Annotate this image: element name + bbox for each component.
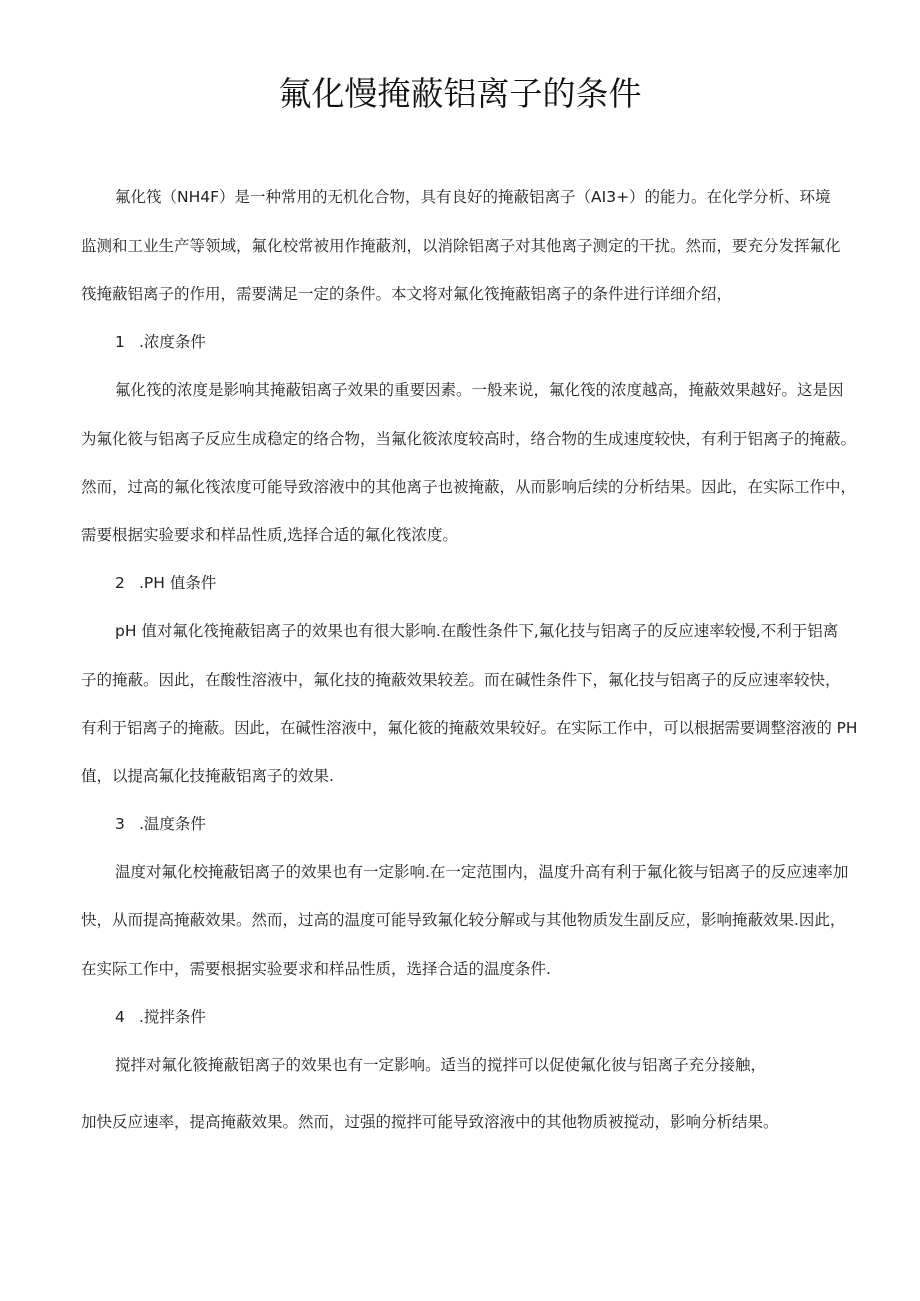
section-heading-text: .PH 值条件: [139, 574, 217, 592]
section-1-line-2: 为氟化筱与铝离子反应生成稳定的络合物，当氟化筱浓度较高时，络合物的生成速度较快，有利于铝离子的掩蔽。: [81, 430, 857, 448]
section-4-heading: [115, 1006, 206, 1028]
section-1-line-1: 氟化筏的浓度是影响其掩蔽铝离子效果的重要因素。一般来说，氟化筏的浓度越高，掩蔽效果越好。这是因: [115, 381, 844, 399]
document-title: 氟化慢掩蔽铝离子的条件: [278, 74, 642, 113]
section-4-line-2: 加快反应速率，提高掩蔽效果。然而，过强的搅拌可能导致溶液中的其他物质被搅动，影响分析结果。: [81, 1113, 779, 1131]
section-3-heading: [115, 813, 206, 835]
intro-line-1: 氟化筏（NH4F）是一种常用的无机化合物，具有良好的掩蔽铝离子（AI3+）的能力。在化学分析、环境: [115, 188, 831, 206]
section-1-line-4: 需要根据实验要求和样品性质,选择合适的氟化筏浓度。: [81, 526, 458, 544]
section-number: 1: [115, 333, 125, 351]
intro-line-3: 筏掩蔽铝离子的作用，需要满足一定的条件。本文将对氟化筏掩蔽铝离子的条件进行详细介绍，: [81, 285, 733, 303]
section-2-line-2: 子的掩蔽。因此，在酸性溶液中，氟化技的掩蔽效果较差。而在碱性条件下，氟化技与铝离子的反应速率较快，: [81, 671, 841, 689]
section-number: 2: [115, 574, 125, 592]
section-number: 4: [115, 1008, 125, 1026]
section-number: 3: [115, 815, 125, 833]
section-2-line-4: 值，以提高氟化技掩蔽铝离子的效果.: [81, 767, 334, 785]
section-3-line-2: 快，从而提高掩蔽效果。然而，过高的温度可能导致氟化较分解或与其他物质发生副反应，影响掩蔽效果.因此，: [81, 911, 846, 929]
section-1-line-3: 然而，过高的氟化筏浓度可能导致溶液中的其他离子也被掩蔽，从而影响后续的分析结果。因此，在实际工作中，: [81, 478, 857, 496]
section-2-heading: [115, 572, 216, 594]
section-1-heading: [115, 331, 206, 353]
intro-line-2: 监测和工业生产等领域，氟化校常被用作掩蔽剂，以消除铝离子对其他离子测定的干扰。然而，要充分发挥氟化: [81, 237, 841, 255]
section-4-line-1: 搅拌对氟化筱掩蔽铝离子的效果也有一定影响。适当的搅拌可以促使氟化彼与铝离子充分接触，: [115, 1056, 767, 1074]
section-heading-text: .浓度条件: [139, 333, 206, 351]
section-2-line-3: 有利于铝离子的掩蔽。因此，在碱性溶液中，氟化筱的掩蔽效果较好。在实际工作中，可以根据需要调整溶液的 PH: [81, 719, 858, 737]
section-2-line-1: pH 值对氟化筏掩蔽铝离子的效果也有很大影响.在酸性条件下,氟化技与铝离子的反应速率较慢,不利于铝离: [115, 622, 839, 640]
section-heading-text: .温度条件: [139, 815, 206, 833]
section-heading-text: .搅拌条件: [139, 1008, 206, 1026]
section-3-line-1: 温度对氟化校掩蔽铝离子的效果也有一定影响.在一定范围内，温度升高有利于氟化筱与铝离子的反应速率加: [115, 863, 849, 881]
section-3-line-3: 在实际工作中，需要根据实验要求和样品性质，选择合适的温度条件.: [81, 960, 551, 978]
